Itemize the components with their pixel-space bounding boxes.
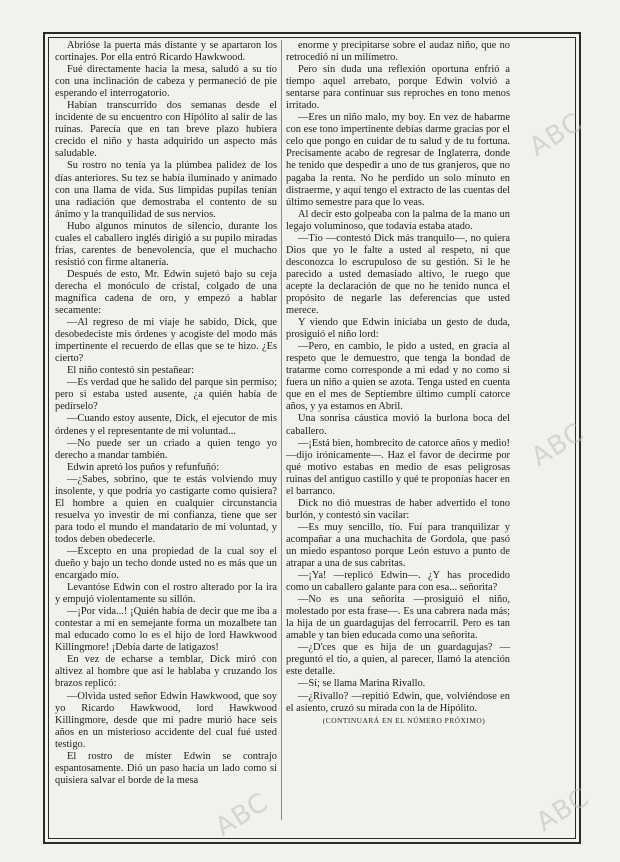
paragraph: —Es verdad que he salido del parque sin permiso; pero si estaba usted ausente, ¿a quién había de pedírselo? [55, 377, 277, 413]
paragraph: —Olvida usted señor Edwin Hawkwood, que soy yo Ricardo Hawkwood, lord Hawkwood Killingmore, desde que mi padre murió hace seis años en un misterioso accidente del cual fué usted testigo. [55, 690, 277, 750]
paragraph: —¿D'ces que es hija de un guardagujas? —preguntó el tío, a quien, al parecer, llamó la atención este detalle. [286, 642, 510, 678]
paragraph: —Al regreso de mi viaje he sabido, Dick, que desobedeciste mis órdenes y acogiste del modo más impertinente el recuerdo de ellas que se te hizo. ¿Es cierto? [55, 317, 277, 365]
abc-watermark: ABC [210, 787, 274, 843]
paragraph: Y viendo que Edwin iniciaba un gesto de duda, prosiguió el niño lord: [286, 317, 510, 341]
paragraph: —Sí; se llama Marina Rivallo. [298, 678, 426, 690]
paragraph: —Es muy sencillo, tío. Fuí para tranquilizar y acompañar a una muchachita de Gordola, que pasó un miedo espantoso porque León estuvo a punto de atrapar a una de sus cabritas. [286, 521, 510, 570]
paragraph: —No es una señorita —prosiguió el niño, molestado por esta frase—. Es una cabrera nada más; la hija de un guardagujas del ferrocarril. Pero es tan amable y tan bien educada como una señorita. [286, 594, 510, 642]
paragraph: —Pero, en cambio, le pido a usted, en gracia al respeto que le demuestro, que tenga la bondad de tratarme como corresponde a mi edad y no como si fuera un niño a quien se azota. Tenga usted en cuenta que en el mes de Septiembre último cumplí catorce años, y ya estamos en Abril. [286, 341, 510, 413]
paragraph: —¡Por vida...! ¡Quién había de decir que me iba a contestar a mí en semejante forma un mozalbete tan mal educado como lo es el hijo de lord Hawkwood Killingmore! ¡Debía darte de latigazos! [55, 606, 277, 654]
paragraph: Su rostro no tenía ya la plúmbea palidez de los días anteriores. Su tez se había iluminado y animado con una llama de vida. Sus límpidas pupilas tenían una radiación que demostraba el contento de su ánimo y la tranquilidad de sus nervios. [55, 160, 277, 220]
paragraph: —Excepto en una propiedad de la cual soy el dueño y bajo un techo donde usted no es más que un encargado mío. [55, 545, 277, 582]
paragraph: —¡Ya! —replicó Edwin—. ¿Y has procedido como un caballero galante para con esa... señorita? [286, 570, 510, 594]
paragraph: Abrióse la puerta más distante y se apartaron los cortinajes. Por ella entró Ricardo Hawkwood. [55, 40, 277, 64]
paragraph: Levantóse Edwin con el rostro alterado por la ira y empujó violentamente su sillón. [55, 582, 277, 606]
paragraph: Después de esto, Mr. Edwin sujetó bajo su ceja derecha el monóculo de cristal, colgado de una magnífica cadena de oro, y empezó a hablar secamente: [55, 268, 277, 317]
right-column [286, 40, 510, 727]
paragraph: Dick no dió muestras de haber advertido el tono burlón, y contestó sin vacilar: [286, 497, 510, 521]
paragraph: Al decir esto golpeaba con la palma de la mano un legajo voluminoso, que todavía estaba atado. [286, 208, 510, 232]
paragraph: El niño contestó sin pestañear: [67, 365, 194, 377]
paragraph: Pero sin duda una reflexión oportuna enfrió a tiempo aquel arrebato, porque Edwin volvió a sentarse para continuar sus reproches en tono menos irritado. [286, 64, 510, 112]
paragraph: —¿Sabes, sobrino, que te estás volviendo muy insolente, y que podría yo castigarte como quisiera? El hombre a quien en cualquier circunstancia resuelva yo investir de mi confianza, tiene que ser para todo el mundo el mandatario de mi voluntad, y todos deben obedecerle. [55, 473, 277, 545]
paragraph: —Tío —contestó Dick más tranquilo—, no quiera Dios que yo le falte a usted al respeto, ni que desconozca lo escrupuloso de su gestión. Si le he parecido a usted demasiado altivo, le ruego que acepte la declaración de que no he tenido nunca el propósito de negarle las deferencias que usted merece. [286, 232, 510, 317]
paragraph: Fué directamente hacia la mesa, saludó a su tío con una inclinación de cabeza y permaneció de pie esperando el interrogatorio. [55, 64, 277, 100]
abc-watermark: ABC [531, 782, 595, 838]
abc-watermark: ABC [524, 107, 588, 163]
column-divider [281, 40, 282, 820]
left-column [55, 40, 277, 787]
paragraph: Una sonrisa cáustica movió la burlona boca del caballero. [286, 413, 510, 437]
continuation-note: (CONTINUARÁ EN EL NÚMERO PRÓXIMO) [322, 715, 486, 725]
paragraph: Habían transcurrido dos semanas desde el incidente de su encuentro con Hipólito al salir de las ruinas. Parecía que en tan breve plazo hubiera crecido el niño y hasta adquirido un aspecto más saludable. [55, 100, 277, 160]
paragraph: Hubo algunos minutos de silencio, durante los cuales el caballero inglés dirigió a su pupilo miradas frías, carentes de benevolencia, que el muchacho resistió con firme altanería. [55, 220, 277, 268]
paragraph: —No puede ser un criado a quien tengo yo derecho a mandar también. [55, 437, 277, 461]
abc-watermark: ABC [526, 417, 590, 473]
paragraph: —Cuando estoy ausente, Dick, el ejecutor de mis órdenes y el representante de mi voluntad... [55, 413, 277, 437]
paragraph: enorme y precipitarse sobre el audaz niño, que no retrocedió ni un milímetro. [286, 40, 510, 64]
paragraph: El rostro de míster Edwin se contrajo espantosamente. Dió un paso hacia un lado como si quisiera salvar el borde de la mesa [55, 750, 277, 786]
paragraph: —¿Rivallo? —repitió Edwin, que, volviéndose en el asiento, cruzó su mirada con la de Hipólito. [286, 690, 510, 714]
paragraph: En vez de echarse a temblar, Dick miró con altivez al hombre que así le hablaba y cruzando los brazos replicó: [55, 654, 277, 690]
paragraph: Edwin apretó los puños y refunfuñó: [67, 461, 220, 473]
paragraph: —Eres un niño malo, my boy. En vez de habarme con ese tono impertinente debías darme gracias por el celo que pongo en cuidar de tu salud y de tu fortuna. Precisamente acabo de regresar de Inglaterra, donde he tenido que despedir a uno de tus granjeros, que no pagaba la renta. No he perdido un solo minuto en distraerme, y aquí tengo el extracto de las cuentas del último semestre para que lo veas. [286, 112, 510, 208]
paragraph: —¡Está bien, hombrecito de catorce años y medio! —dijo irónicamente—. Haz el favor de decirme por qué motivo estabas en medio de esas peligrosas ruinas del antiguo castillo y qué te proponías hacer en el barranco. [286, 437, 510, 497]
